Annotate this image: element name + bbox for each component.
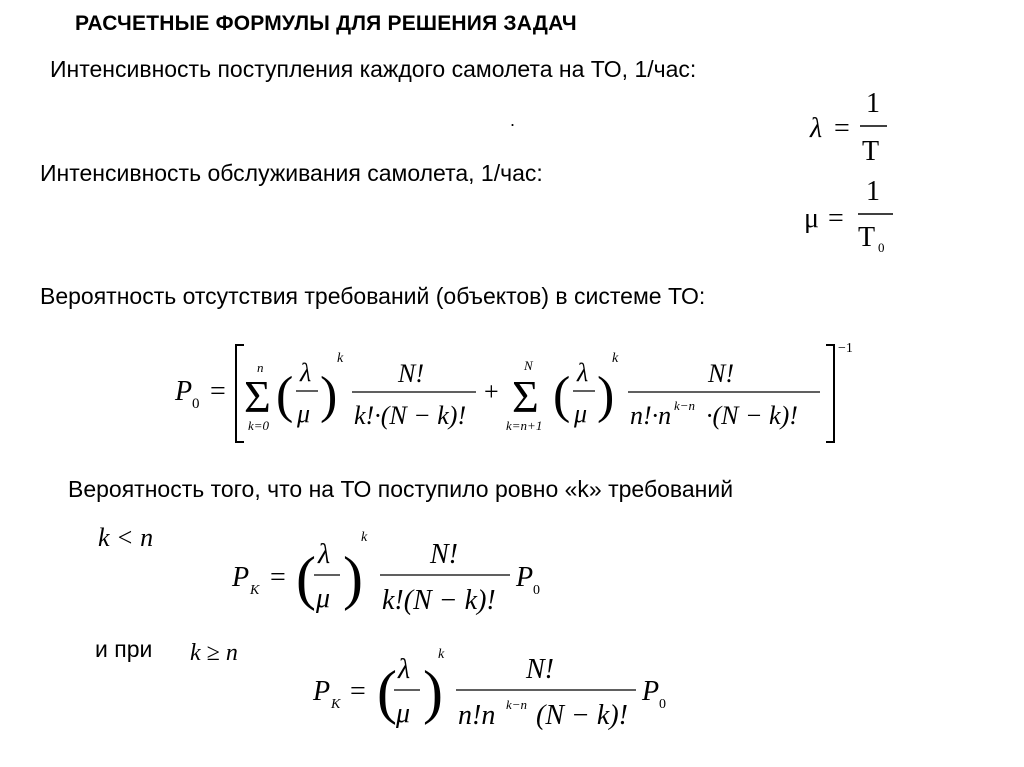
denominator-tail: (N − k)! bbox=[536, 700, 628, 731]
numerator-n-factorial: N! bbox=[430, 539, 458, 570]
right-paren: ) bbox=[597, 367, 615, 424]
numerator-n-factorial: N! bbox=[526, 654, 554, 685]
lambda-symbol: λ bbox=[318, 539, 331, 570]
pk-formula-1 bbox=[231, 530, 540, 616]
service-rate-text: Интенсивность обслуживания самолета, 1/час: bbox=[40, 160, 543, 186]
sum2-upper-limit: N bbox=[524, 358, 533, 373]
pk-subscript: K bbox=[250, 583, 260, 598]
stray-dot: . bbox=[510, 110, 516, 130]
condition-k-geq-n: k ≥ n bbox=[190, 640, 238, 666]
sum1-upper-limit: n bbox=[257, 360, 264, 375]
power-k: k bbox=[438, 647, 445, 662]
pk-subscript: K bbox=[331, 697, 341, 712]
denominator-exponent: k−n bbox=[506, 697, 528, 712]
right-paren: ) bbox=[320, 367, 338, 424]
equals-sign: = bbox=[828, 203, 844, 234]
p0-subscript: 0 bbox=[659, 697, 666, 712]
left-paren: ( bbox=[553, 367, 571, 424]
equals-sign: = bbox=[270, 562, 286, 593]
left-paren: ( bbox=[377, 659, 397, 725]
p0-subscript: 0 bbox=[533, 583, 540, 598]
arrival-rate-text: Интенсивность поступления каждого самолета на ТО, 1/час: bbox=[50, 56, 697, 82]
lambda-formula bbox=[809, 88, 887, 167]
equals-sign: = bbox=[210, 376, 226, 407]
denominator-1: k!·(N − k)! bbox=[354, 401, 467, 430]
lambda-symbol: λ bbox=[810, 113, 823, 144]
equals-sign: = bbox=[350, 676, 366, 707]
sum1-lower-limit: k=0 bbox=[248, 418, 270, 433]
left-square-bracket bbox=[236, 345, 244, 442]
pk-lhs: P bbox=[232, 562, 250, 593]
sum1-symbol: Σ bbox=[244, 371, 271, 422]
condition-k-less-n: k < n bbox=[98, 523, 154, 552]
mu-symbol: μ bbox=[297, 399, 311, 428]
fraction-numerator: 1 bbox=[866, 176, 880, 207]
sum2-lower-limit: k=n+1 bbox=[506, 418, 543, 433]
outer-exponent: −1 bbox=[838, 341, 853, 356]
denominator-2-tail: ·(N − k)! bbox=[706, 401, 798, 430]
plus-sign: + bbox=[484, 377, 499, 406]
lambda-symbol: λ bbox=[577, 358, 589, 387]
numerator-n-factorial: N! bbox=[708, 359, 734, 388]
power-k: k bbox=[337, 351, 344, 366]
denominator: n!n bbox=[458, 700, 496, 731]
left-paren: ( bbox=[276, 367, 294, 424]
denominator: k!(N − k)! bbox=[382, 585, 496, 616]
p0-subscript: 0 bbox=[192, 396, 200, 412]
lambda-symbol: λ bbox=[398, 654, 411, 685]
slide-title: РАСЧЕТНЫЕ ФОРМУЛЫ ДЛЯ РЕШЕНИЯ ЗАДАЧ bbox=[75, 12, 577, 35]
denominator-2-exponent: k−n bbox=[674, 398, 696, 413]
power-k: k bbox=[361, 530, 368, 545]
mu-symbol: μ bbox=[804, 203, 820, 234]
pk-caption: Вероятность того, что на ТО поступило ровно «k» требований bbox=[68, 476, 734, 502]
and-when-text: и при bbox=[95, 636, 153, 662]
equals-sign: = bbox=[834, 113, 850, 144]
denominator-subscript: 0 bbox=[878, 240, 885, 255]
sum2-symbol: Σ bbox=[512, 371, 539, 422]
numerator-n-factorial: N! bbox=[398, 359, 424, 388]
pk-formula-2 bbox=[312, 647, 666, 731]
p0-factor: P bbox=[642, 676, 660, 707]
fraction-denominator: T bbox=[862, 136, 880, 167]
power-k: k bbox=[612, 351, 619, 366]
p0-formula bbox=[174, 341, 853, 442]
right-square-bracket bbox=[826, 345, 834, 442]
fraction-denominator: T bbox=[858, 222, 876, 253]
pk-lhs: P bbox=[313, 676, 331, 707]
p0-factor: P bbox=[516, 562, 534, 593]
p0-lhs: P bbox=[175, 376, 193, 407]
mu-symbol: μ bbox=[574, 399, 588, 428]
p0-caption: Вероятность отсутствия требований (объектов) в системе ТО: bbox=[40, 283, 706, 309]
mu-formula bbox=[804, 176, 893, 255]
mu-symbol: μ bbox=[316, 583, 331, 614]
mu-symbol: μ bbox=[396, 698, 411, 729]
lambda-symbol: λ bbox=[300, 358, 312, 387]
denominator-2: n!·n bbox=[630, 401, 672, 430]
right-paren: ) bbox=[423, 659, 443, 725]
fraction-numerator: 1 bbox=[866, 88, 880, 119]
left-paren: ( bbox=[296, 545, 316, 611]
right-paren: ) bbox=[343, 545, 363, 611]
